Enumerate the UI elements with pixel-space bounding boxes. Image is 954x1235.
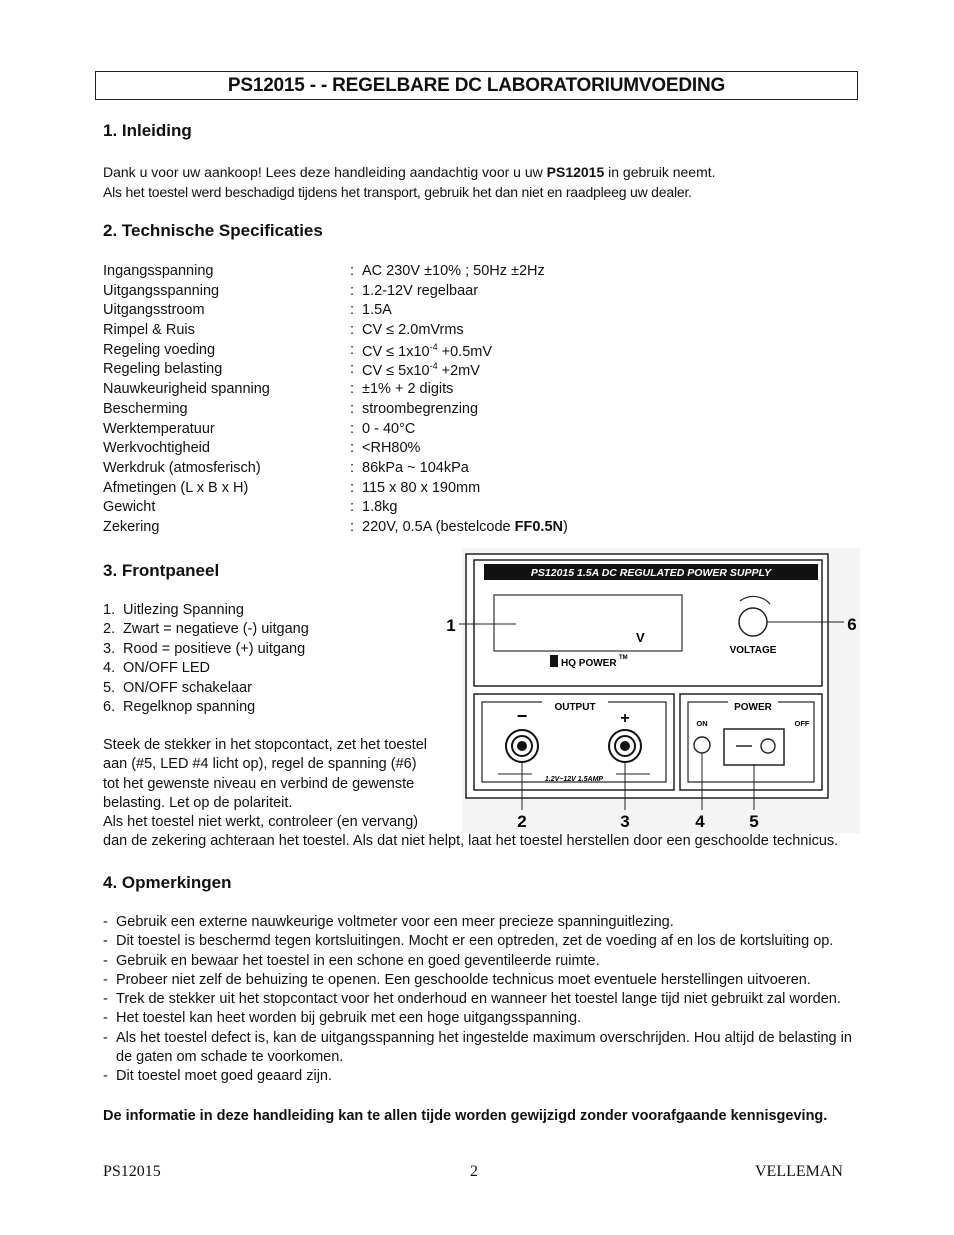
instruction-line: tot het gewenste niveau en verbind de gewenste: [103, 775, 415, 792]
spec-value: CV ≤ $5x10^{-4} +2mV$: [362, 361, 480, 380]
remark-item: [103, 952, 863, 971]
instruction-line: Als het toestel niet werkt, controleer (en vervang): [103, 814, 419, 831]
list-item-text: Regelknop spanning: [123, 699, 256, 716]
frontpanel-instructions: [103, 736, 433, 832]
spec-colon: :: [350, 420, 355, 437]
spec-label: Nauwkeurigheid spanning: [103, 381, 270, 398]
instruction-line: Steek de stekker in het stopcontact, zet het toestel: [103, 737, 428, 753]
spec-value: 0 - 40°C: [362, 420, 416, 437]
list-item: [103, 620, 309, 639]
off-label: OFF: [794, 719, 810, 728]
list-item: [103, 698, 309, 717]
spec-value: AC 230V ±10% ; 50Hz ±2Hz: [362, 263, 545, 279]
callout-5: 5: [749, 812, 759, 831]
remark-text: Als het toestel defect is, kan de uitgangsspanning het ingestelde maximum overschrijden. Hou altijd de belasting in de gaten om schade te voorkomen.: [116, 1029, 852, 1066]
intro-line-1: Dank u voor uw aankoop! Lees deze handleiding aandachtig voor u uw PS12015 in gebruik neemt.: [103, 164, 716, 180]
remark-bullet: -: [103, 991, 108, 1008]
remark-text: Dit toestel is beschermd tegen kortsluitingen. Mocht er een optreden, zet de voeding af en los de kortsluiting op.: [116, 933, 834, 950]
spec-label: Ingangsspanning: [103, 263, 214, 279]
remark-text: Het toestel kan heet worden bij gebruik met een hoge uitgangsspanning.: [116, 1010, 582, 1027]
list-item: [103, 659, 309, 678]
spec-label: Uitgangsspanning: [103, 282, 220, 299]
list-item-number: 3.: [103, 640, 116, 657]
spec-colon: :: [350, 322, 355, 339]
remark-bullet: -: [103, 933, 108, 950]
spec-label: Werkvochtigheid: [103, 440, 210, 457]
intro-text: [103, 163, 716, 202]
diagram-tm: TM: [619, 655, 628, 661]
list-item: [103, 679, 309, 698]
callout-4: 4: [695, 812, 705, 831]
page-title: PS12015 - - REGELBARE DC LABORATORIUMVOEDING: [95, 71, 858, 100]
voltage-label: VOLTAGE: [729, 645, 777, 656]
remark-bullet: -: [103, 1068, 108, 1085]
callout-6: 6: [847, 615, 857, 634]
list-item-number: 5.: [103, 679, 116, 696]
remark-bullet: -: [103, 1010, 108, 1027]
power-label: POWER: [734, 702, 772, 713]
spec-label: Regeling voeding: [103, 341, 216, 358]
instruction-line: belasting. Let op de polariteit.: [103, 794, 293, 811]
remark-item: [103, 1009, 863, 1028]
list-item-number: 4.: [103, 660, 116, 677]
remark-text: Dit toestel moet goed geaard zijn.: [116, 1068, 333, 1085]
remark-bullet: -: [103, 1029, 108, 1046]
spec-value: ±1% + 2 digits: [362, 381, 454, 398]
spec-label: Rimpel & Ruis: [103, 322, 195, 339]
spec-colon: :: [350, 381, 355, 398]
plus-sign: +: [620, 710, 630, 727]
on-label: ON: [696, 719, 708, 728]
remark-item: [103, 932, 863, 951]
spec-colon: :: [350, 518, 355, 535]
spec-value: 86kPa ~ 104kPa: [362, 459, 469, 476]
spec-colon: :: [350, 499, 355, 516]
spec-label: Werkdruk (atmosferisch): [103, 459, 261, 476]
spec-label: Werktemperatuur: [103, 420, 215, 437]
spec-value: <RH80%: [362, 440, 421, 457]
section-heading-specs: 2. Technische Specificaties: [103, 221, 323, 240]
remark-item: [103, 990, 863, 1009]
remark-bullet: -: [103, 971, 108, 988]
spec-colon: :: [350, 400, 355, 417]
remark-text: Trek de stekker uit het stopcontact voor het onderhoud en wanneer het toestel lange tijd niet gebruikt zal worden.: [116, 991, 841, 1008]
remark-item: [103, 1067, 863, 1086]
spec-colon: :: [350, 302, 355, 319]
section-heading-intro: 1. Inleiding: [103, 121, 192, 140]
front-panel-diagram: [440, 544, 862, 834]
list-item: [103, 601, 309, 620]
spec-value: CV ≤ $1x10^{-4} +0.5mV$: [362, 341, 493, 360]
spec-value: stroombegrenzing: [362, 400, 479, 417]
section-heading-remarks: 4. Opmerkingen: [103, 873, 232, 892]
diagram-logo: HQ POWER: [561, 658, 617, 669]
spec-colon: :: [350, 361, 355, 378]
frontpanel-instructions-last: dan de zekering achteraan het toestel. Als dat niet helpt, laat het toestel herstellen door een geschoolde technicus.: [103, 833, 839, 849]
on-off-led: [694, 737, 710, 753]
spec-colon: :: [350, 263, 355, 279]
spec-label: Regeling belasting: [103, 361, 223, 378]
list-item-text: ON/OFF schakelaar: [123, 679, 252, 696]
spec-label: Bescherming: [103, 400, 188, 417]
list-item-number: 1.: [103, 602, 116, 618]
spec-value: 220V, 0.5A (bestelcode FF0.5N): [362, 518, 568, 535]
list-item-text: Rood = positieve (+) uitgang: [123, 640, 306, 657]
spec-colon: :: [350, 341, 355, 358]
list-item-text: Uitlezing Spanning: [123, 602, 244, 618]
output-label: OUTPUT: [554, 702, 596, 713]
list-item-text: ON/OFF LED: [123, 660, 211, 677]
spec-colon: :: [350, 479, 355, 496]
section-heading-frontpanel: 3. Frontpaneel: [103, 561, 220, 580]
remark-text: Gebruik en bewaar het toestel in een schone en goed geventileerde ruimte.: [116, 952, 600, 969]
callout-2: 2: [517, 812, 527, 831]
spec-label: Afmetingen (L x B x H): [103, 479, 249, 496]
remark-item: [103, 913, 863, 932]
spec-colon: :: [350, 282, 355, 299]
remark-item: [103, 1029, 863, 1068]
footer-page-number: 2: [470, 1163, 478, 1180]
remark-bullet: -: [103, 952, 108, 969]
spec-value: 1.8kg: [362, 499, 398, 516]
callout-3: 3: [620, 812, 630, 831]
hq-logo-icon: [550, 655, 558, 667]
footer-right: VELLEMAN: [755, 1163, 843, 1180]
spec-label: Gewicht: [103, 499, 156, 516]
spec-value: 115 x 80 x 190mm: [362, 479, 481, 496]
spec-value: 1.5A: [362, 302, 392, 319]
remark-bullet: -: [103, 914, 108, 930]
rating-label: 1.2V~12V 1.5AMP: [544, 776, 604, 783]
remark-text: Gebruik een externe nauwkeurige voltmeter voor een meer precieze spanninguitlezing.: [116, 914, 674, 930]
list-item-number: 6.: [103, 699, 116, 716]
intro-line-2: Als het toestel werd beschadigd tijdens het transport, gebruik het dan niet en raadpleeg uw dealer.: [103, 183, 692, 200]
minus-sign: −: [516, 706, 528, 726]
voltage-display: [494, 595, 682, 651]
spec-value: CV ≤ 2.0mVrms: [362, 322, 464, 339]
spec-colon: :: [350, 459, 355, 476]
display-unit: V: [636, 630, 645, 645]
spec-label: Uitgangsstroom: [103, 302, 205, 319]
frontpanel-list: [103, 601, 309, 717]
spec-colon: :: [350, 440, 355, 457]
remark-item: [103, 971, 863, 990]
diagram-banner: PS12015 1.5A DC REGULATED POWER SUPPLY: [530, 567, 772, 579]
remarks-list: [103, 913, 863, 1087]
remark-text: Probeer niet zelf de behuizing te openen. Een geschoolde technicus moet eventuele herstellingen uitvoeren.: [116, 971, 811, 988]
spec-value: 1.2-12V regelbaar: [362, 282, 479, 299]
disclaimer: De informatie in deze handleiding kan te allen tijde worden gewijzigd zonder voorafgaande kennisgeving.: [103, 1108, 828, 1124]
voltage-knob: [739, 608, 767, 636]
list-item-number: 2.: [103, 621, 116, 638]
list-item: [103, 640, 309, 659]
footer-left: PS12015: [103, 1163, 161, 1180]
callout-1: 1: [446, 616, 456, 635]
list-item-text: Zwart = negatieve (-) uitgang: [123, 621, 309, 638]
spec-label: Zekering: [103, 518, 160, 535]
instruction-line: aan (#5, LED #4 licht op), regel de spanning (#6): [103, 756, 417, 773]
